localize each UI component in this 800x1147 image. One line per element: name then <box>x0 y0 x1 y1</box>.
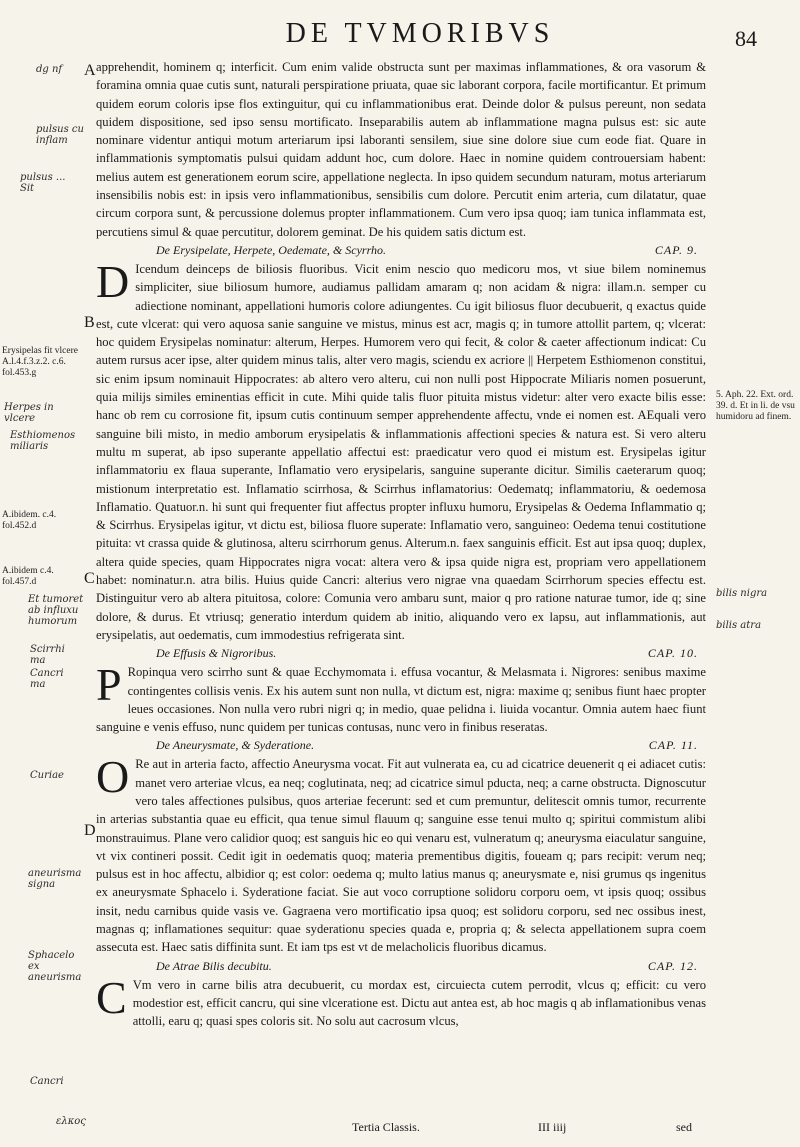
chapter-title: De Erysipelate, Herpete, Oedemate, & Scyrrho. <box>156 242 387 257</box>
paragraph-text: Icendum deinceps de biliosis fluoribus. Vicit enim nescio quo medicoru mos, vt siue bilem nominemus simpliciter, siue biliosum humore, audiamus pallidam amaram q; non acidam & nigra: illam.n. semper cu adiectione nominant, appellationi humoris colore adiungentes. Cu igit biliosus fluor decubuerit, q exactus quide est, cute vlcerat: qui vero aquosa sanie sanguine ve mistus, minus est acr, magis q; in tumore attollit partem, q; vlcerat: hoc quidem Erysipelas nominatur: alterum, Herpes. Humorem vero qui fecit, & color & caeter affectionum indicat: Cu autem rursus acer ipse, alter quidem minus talis, alter vero magis, sciendu ex acriore || Herpetem Esthiomenon constitui, sic enim ipsum nominauit Hippocrates: ab altero vero alteru, cui non nulli post Hippocrate Miliaris nomen posuerunt, quia milijs similes eminentias efficit in cute. Mihi quide talis fluor pituita mistus videtur: alter vero exacte bilis esse: hanc ob rem cu corrosione fit, ipsum cutis continuum semper apprehendente affectu, vnde ei nomen est. AEquali vero sanguine bili misto, in medio amborum erysipelatis & inflammationis affectioni species & natura est. Si vero alteru multu m superat, ab ipso superante appellatio affectui est: praedicatur vero quod ei mistum est. Erysipelas igitur inflammatoriu ex flaua superante, Inflamatio vero erysipelaris, sanguine superante dicitur. Similis caeterarum quoq; mistionum interpretatio est. Inflamatio scirrhosa, & Scirrhus inflamatorius: Oedematq; inflammatoriu, & oedemosa Inflamatio. Quatuor.n. hi sunt qui frequenter fiut affectus propter influxu humoru, Erysipelas & Oedema Inflammatio q; & Scirrhus. Erysipelas igitur, vt dictu est, biliosa fluore superate: Inflamatio vero, sanguineo: Oedema tenui costitutione pituita: vt crassa quide & glutinosa, alteru scirrhorum genus. Alterum.n. faex sanguinis efficit. Est aut ipsa quoq; duplex, altera quide species, quam Hippocrates nigra vocat: altera vero & ipsa quide nigra est, propriam vero appellationem habet: nominatur.n. atra bilis. Huius quide Cancri: alterius vero nigrae vna quaedam Scirrhorum species effectu est. Distinguitur vero ab altera pituitosa, colore: Comunia vero ambaru sunt, maior q pro ratione naturae tumor, ide q; sine dolore, & durus. Et vtriusq; generatio interdum quidem ab initio, aliquando vero ex lapsu, aut inflammationis, aut erysipelatis, aut oedematis, cum immodestius refrigerata sint. <box>96 261 706 642</box>
paragraph-text: Re aut in arteria facto, affectio Aneurysma vocat. Fit aut vulnerata ea, cu ad cicatrice deuenerit q ei adiacet cutis: manet vero arteriae vlcus, ea neq; coglutinata, neq; ad cicatrice simul pducta, neq; a carne obstructa. Dignoscutur vero tales affectiones pulsibus, quos arteriae fecerunt: sed et cum premuntur, delitescit omnis tumor, recurrente in arterias substantia quae eu efficit, qua tenue simul flauum q; sanguine esse tenui multo q; spiritui commistum alibi monstrauimus. Plane vero calidior quoq; est sanguis hic eo qui venaru est, vulneratum q; aneurysma eiaculatur sanguine, vt vix contineri possit. Cedit igit in oedematis quoq; materia prementibus digitis, foueam q; pars recipit: verum neq; pulsus est in hoc affectu, albidior q; est color: oedema q; multo latius manus q; aneurysmate e, nisi grumus qs ingenitus ex aneurysmate Sphacelo i. Syderatione faciat. Sie aut voco corruptione solidoru corporu oem, vt ipsis quoq; ossibus insit, nedu carnibus quide vasis ve. Gagraena vero mortificatio ipsa quoq; est solidoru corporu, sed nec ossibus inest, magnas q; inflamationes sequitur: quae syderationu species quada e, propria q; & selecta appellationem supra coem assecuta est. Haec satis diffinita sunt. Et iam tps est vt de melacholicis fluoribus dicamus. <box>96 757 706 955</box>
handwritten-note: Esthiomenos miliaris <box>10 430 76 452</box>
handwritten-note: aneurisma signa <box>28 868 82 890</box>
chapter-title: De Atrae Bilis decubitu. <box>156 958 272 973</box>
drop-cap: O <box>96 751 130 803</box>
side-letter-b: B <box>84 314 95 331</box>
chapter-heading <box>96 242 706 259</box>
paragraph: apprehendit, hominem q; interficit. Cum enim valide obstructa sunt per maximas inflammationes, & ora vasorum & foramina omnia quae cutis sunt, naturali perspiratione priuata, quae sic laborant corpora, facile mortificantur. Et primum quidem eorum coloris ipse flos extinguitur, qui cu inflammationibus erat. Deinde dolor & pulsus pereunt, non sedata quidem dispositione, sed ipso sensu mortificato. Inseparabilis autem ab inflammatione magna pulsus est: sic aute nominare videntur antiqui motum arteriarum ipsi laboranti sensilem, siue sine dolore siue cum eode fiat. Quare in inflammationis symptomatis pulsui quidam addunt hoc, cum dolore. Haec in nomine quidem controuersiam habent: melius autem est generationem eorum scire, appellatione neglecta. In ipso quidem secundum naturam, motus arteriarum insensibilis nobis est: in ipsis vero inflammationibus, sensibilis cum dolore. Percutit enim arteria, cum dilatatur, quae circum corpora sunt, & percussione dolemus propter inflammationem. Cum vero ipsa quoq; iam tunica inflammata est, percutiens simul & quae percutitur, dolorem geminat. De his quidem satis dictum est. <box>96 60 706 239</box>
paragraph <box>96 255 706 644</box>
drop-cap: P <box>96 659 122 711</box>
chapter-title: De Effusis & Nigroribus. <box>156 646 277 661</box>
paragraph-text: Ropinqua vero scirrho sunt & quae Ecchymomata i. effusa vocantur, & Melasmata i. Nigrores: senibus maxime contingentes collisis venis. Ex his autem sunt non nulla, vt dictum est, nigra: maxime q; senibus fiunt haec propter leues occasiones. Non nulla vero rubri nigri q; in medio, quae pelidna i. liuida vocantur. Omnia autem haec fiunt sanguine e venis effuso, nunc quidem per tunicas contusas, nunc vero in finibus reseratas. <box>96 665 706 735</box>
chapter-heading <box>96 958 706 975</box>
paragraph <box>96 751 706 956</box>
handwritten-note: bilis nigra <box>716 588 768 599</box>
paragraph-text: Vm vero in carne bilis atra decubuerit, cu mordax est, circuiecta cutem perrodit, vlcus q; efficit: cu vero modestior est, efficit cancru, qui sine vlceratione est. Dictu aut antea est, ab hoc magis q ab inflamationibus venas attolli, earu q; quasi spes coloris sit. No solu aut cacrosum vlcus, <box>132 977 706 1029</box>
chapter-number: CAP. 12. <box>647 958 698 973</box>
paragraph <box>96 971 706 1031</box>
handwritten-note: pulsus cu inflam <box>36 124 84 146</box>
running-title: DE TVMORIBVS <box>285 18 555 49</box>
handwritten-note: Sphacelo ex aneurisma <box>28 950 82 983</box>
handwritten-note: Et tumoret ab influxu humorum <box>28 594 84 627</box>
drop-cap: C <box>96 971 127 1023</box>
paragraph <box>96 659 706 736</box>
margin-note-ibidem: A.ibidem. c.4. fol.452.d <box>2 510 57 531</box>
drop-cap: D <box>96 255 130 307</box>
handwritten-note: ελκος <box>56 1116 86 1127</box>
side-letter-c: C <box>84 570 95 587</box>
handwritten-note: Cancri <box>30 1076 64 1087</box>
handwritten-note: bilis atra <box>716 620 762 631</box>
chapter-heading <box>96 645 706 662</box>
chapter-number: CAP. 9. <box>654 242 698 257</box>
handwritten-note: Curiae <box>30 770 64 781</box>
margin-note-ibidem: A.ibidem c.4. fol.457.d <box>2 566 54 587</box>
chapter-number: CAP. 10. <box>647 646 698 661</box>
margin-note-aph: 5. Aph. 22. Ext. ord. 39. d. Et in li. de vsu humidoru ad finem. <box>716 390 795 422</box>
chapter-number: CAP. 11. <box>648 738 698 753</box>
handwritten-note: Scirrhi ma <box>30 644 65 666</box>
handwritten-note: Cancri ma <box>30 668 64 690</box>
margin-note-erysipelas: Erysipelas fit vlcere A.l.4.f.3.z.2. c.6. fol.453.g <box>2 346 78 378</box>
body-text <box>96 58 706 1031</box>
gathering-mark: III iiij <box>538 1120 567 1134</box>
handwritten-note: dg nf <box>36 64 63 75</box>
chapter-heading <box>96 737 706 754</box>
chapter-title: De Aneurysmate, & Syderatione. <box>156 738 315 753</box>
signature-mark: Tertia Classis. <box>352 1120 420 1134</box>
page-number: 84 <box>735 26 757 51</box>
handwritten-note: Herpes in vlcere <box>4 402 54 424</box>
side-letter-d: D <box>84 822 96 839</box>
handwritten-note: pulsus ... Sit <box>20 172 66 194</box>
side-letter-a: A <box>84 62 96 79</box>
catchword: sed <box>676 1120 692 1134</box>
